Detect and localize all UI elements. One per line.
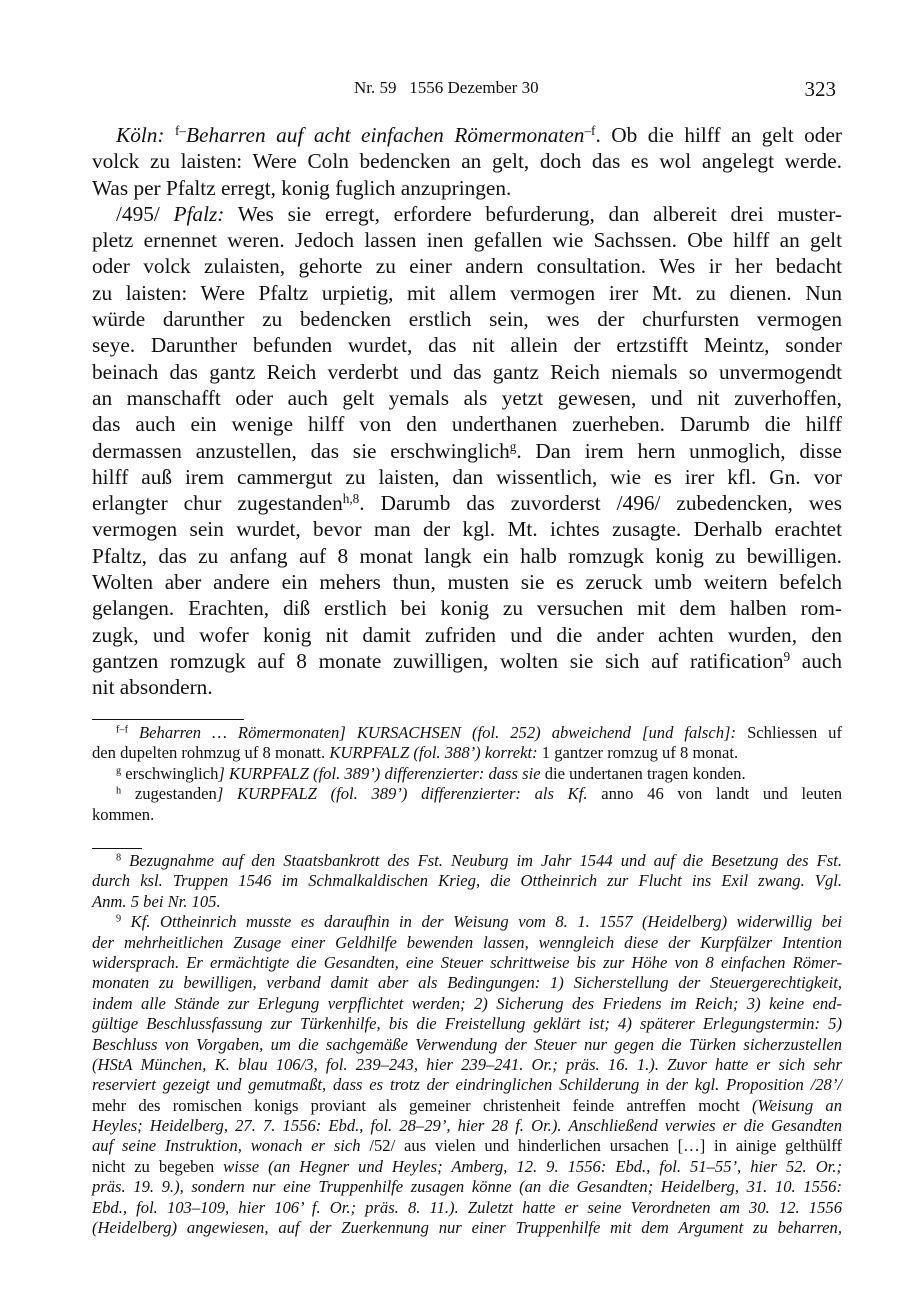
footnote-marker: f–f [116, 724, 128, 736]
text-run: Was per Pfaltz erregt, konig fuglich anzupringen. [92, 175, 512, 200]
footnote-marker: 9 [116, 913, 122, 925]
text-run: Beschluss von Vorgaben, um die sachgemäße Verwendung der Steuer nur gegen die Türken sicherzustellen [92, 1034, 842, 1054]
text-run: Anm. 5 bei Nr. 105. [92, 891, 221, 911]
text-run: Beharren … Römermonaten] KURSACHSEN (fol. 252) abweichend [und falsch]: [128, 723, 737, 742]
footnote-marker: h,8 [342, 490, 360, 506]
text-run: zu laisten: Were Pfaltz urpietig, mit allem vermogen irer Mt. zu dienen. Nun [92, 280, 842, 305]
footnote-line [92, 1198, 842, 1218]
text-line [92, 464, 842, 490]
text-line [92, 201, 842, 227]
text-run: . Dan irem hern unmoglich, disse [516, 438, 842, 463]
apparatus-line [92, 784, 842, 804]
text-run: erschwinglich [121, 763, 219, 783]
text-run: Pfalz: [173, 201, 225, 226]
apparatus-line [92, 805, 842, 825]
text-run: Ebd., fol. 103–109, hier 106’ f. Or.; präs. 8. 11.). Zuletzt hatte er seine Verordneten am 30. 12. 1556 [92, 1197, 842, 1217]
footnote-line [92, 994, 842, 1014]
footnote-line [92, 1136, 842, 1156]
text-run: Schliessen uf [736, 723, 842, 742]
commentary-notes-divider [92, 848, 142, 849]
text-run: an manschafft oder auch gelt yemals als yetzt gewesen, und nit zuverhoffen, [92, 385, 842, 410]
footnote-line [92, 851, 842, 871]
text-run: mehr des romischen konigs proviant als gemeiner christenheit feinde antreffen mocht [92, 1095, 752, 1115]
text-run: (Heidelberg) angewiesen, auf der Zuerkennung nur einer Truppenhilfe mit dem Argument zu beharren, [92, 1218, 842, 1238]
text-run: 1 gantzer romzug uf 8 monat. [537, 743, 739, 763]
footnote-line [92, 1055, 842, 1075]
footnote-marker: g [116, 765, 122, 777]
text-run: oder volck zulaisten, gehorte zu einer andern consultation. Wes ir her bedacht [92, 254, 842, 279]
apparatus-line [92, 743, 842, 763]
text-run: Kf. Ottheinrich musste es daraufhin in der Weisung vom 8. 1. 1557 (Heidelberg) widerwillig bei [121, 912, 842, 932]
text-run: das auch ein wenige hilff von den underthanen zuerheben. Darumb die hilff [92, 412, 842, 437]
text-run: /495/ [116, 201, 174, 226]
text-run: indem alle Stände zur Erlegung verpflichtet werden; 2) Sicherung des Friedens im Reich; 3) keine end- [92, 993, 842, 1013]
footnote-line [92, 912, 842, 932]
footnote-marker: h [116, 785, 122, 797]
footnote-line [92, 1157, 842, 1177]
text-run: beinach das gantz Reich verderbt und das gantz Reich niemals so unvermogendt [92, 359, 842, 384]
text-run: . Ob die hilff an gelt oder [595, 123, 842, 147]
footnote-line [92, 1075, 842, 1095]
text-run: /52/ aus vielen und hinderlichen ursachen […] in ainige gelthülff [360, 1136, 842, 1156]
text-run: dermassen anzustellen, das sie erschwinglich [92, 438, 510, 463]
running-header [92, 78, 842, 108]
text-run: KURPFALZ (fol. 388’) korrekt: [329, 743, 538, 763]
text-run: Heyles; Heidelberg, 27. 7. 1556: Ebd., fol. 28–29’, hier 28 f. Or.). Anschließend verwies er die Gesandten [92, 1116, 842, 1136]
apparatus-line [92, 764, 842, 784]
text-line [92, 490, 842, 516]
text-run: zugk, und wofer konig nit damit zufriden und die ander achten wurden, den [92, 622, 842, 647]
text-line [92, 175, 842, 201]
text-line [92, 569, 842, 595]
text-run: (Weisung an [751, 1095, 842, 1115]
text-run: den dupelten rohmzug uf 8 monatt. [92, 743, 330, 763]
footnote-marker: f– [175, 122, 187, 138]
text-run: reserviert gezeigt und gemutmaßt, dass es trotz der eindringlichen Schilderung in der kgl. Proposition /28’/ [92, 1075, 842, 1095]
text-line [92, 411, 842, 437]
text-run: Wes sie erregt, erfordere befurderung, dan albereit drei muster- [224, 201, 842, 226]
text-line [92, 385, 842, 411]
text-line [92, 648, 842, 674]
text-line [92, 359, 842, 385]
footnote-marker: 9 [783, 648, 791, 664]
running-title: Nr. 59 1556 Dezember 30 [354, 78, 539, 97]
text-run: (HStA München, K. blau 106/3, fol. 239–243, hier 239–241. Or.; präs. 16. 1.). Zuvor hatte er sich sehr [92, 1054, 842, 1074]
text-line [92, 227, 842, 253]
text-run: wisse (an Hegner und Heyles; Amberg, 12. 9. 1556: Ebd., fol. 51–55’, hier 52. Or.; [223, 1156, 842, 1176]
text-line [92, 122, 842, 148]
text-run: Pfaltz, das zu anfang auf 8 monat langk ein halb romzugk konig zu bewilligen. [92, 543, 842, 568]
text-run: kommen. [92, 804, 155, 824]
footnote-line [92, 1177, 842, 1197]
text-run: ] KURPFALZ (fol. 389’) differenzierter: dass sie [218, 763, 541, 783]
apparatus-line [92, 723, 842, 743]
text-line [92, 280, 842, 306]
text-run: widersprach. Er ermächtigte die Gesandten, eine Steuer schrittweise bis zur Höhe von 8 einfachen Römer- [92, 952, 842, 972]
text-run: Bezugnahme auf den Staatsbankrott des Fst. Neuburg im Jahr 1544 und auf die Besetzung des Fst. [121, 851, 842, 870]
footnote-marker: g [509, 438, 517, 454]
text-run: auch [790, 648, 842, 673]
text-line [92, 516, 842, 542]
text-run: nit absondern. [92, 675, 213, 700]
footnote-line [92, 1116, 842, 1136]
footnote-marker: 8 [116, 852, 122, 864]
text-run: Köln: [116, 123, 176, 147]
page-number: 323 [804, 77, 836, 101]
text-run: präs. 19. 9.), sondern nur eine Truppenhilfe zusagen könne (an die Gesandten; Heidelberg, 31. 10. 1556: [92, 1177, 842, 1197]
textual-apparatus [92, 723, 842, 825]
text-run: die undertanen tragen konden. [540, 763, 746, 783]
text-run: seye. Darunther befunden wurdet, das nit allein der ertzstifft Meintz, sonder [92, 333, 842, 358]
text-run: gantzen romzugk auf 8 monate zuwilligen, wolten sie sich auf ratification [92, 648, 784, 673]
text-line [92, 148, 842, 174]
text-line [92, 543, 842, 569]
text-line [92, 595, 842, 621]
text-run: . Darumb das zuvorderst /496/ zubedencken, wes [359, 491, 842, 516]
text-line [92, 306, 842, 332]
footnote-line [92, 892, 842, 912]
text-run: anno 46 von landt und leuten [587, 784, 842, 804]
text-run: der mehrheitlichen Zusage einer Geldhilfe bewenden lassen, wenngleich diese der Kurpfälzer Intention [92, 932, 842, 952]
text-run: gültige Beschlussfassung zur Türkenhilfe, bis die Freistellung geklärt ist; 4) späterer Erlegungstermin: 5) [92, 1014, 842, 1034]
footnote-line [92, 1035, 842, 1055]
text-line [92, 674, 842, 700]
footnote-marker: –f [584, 122, 596, 138]
text-run: monaten zu bewilligen, verband damit aber als Bedingungen: 1) Sicherstellung der Steuergerechtigkeit, [92, 973, 842, 993]
text-run: vermogen sein wurdet, bevor man der kgl. Mt. ichtes zusagte. Derhalb erachtet [92, 517, 842, 542]
text-run: gelangen. Erachten, diß erstlich bei konig zu versuchen mit dem halben rom- [92, 596, 842, 621]
text-run: Beharren auf acht einfachen Römermonaten [186, 123, 585, 147]
text-line [92, 622, 842, 648]
footnote-line [92, 973, 842, 993]
text-line [92, 332, 842, 358]
footnote-line [92, 1218, 842, 1238]
text-run: durch ksl. Truppen 1546 im Schmalkaldischen Krieg, die Ottheinrich zur Flucht ins Exil zwang. Vgl. [92, 871, 842, 891]
text-run: würde darunther zu bedencken erstlich sein, wes der churfursten vermogen [92, 307, 842, 332]
text-run: auf seine Instruktion, wonach er sich [92, 1136, 361, 1156]
main-text [92, 122, 842, 701]
text-run: zugestanden [121, 784, 217, 804]
text-run: Wolten aber andere ein mehers thun, musten sie es zeruck umb weitern befelch [92, 570, 842, 595]
textual-notes-divider [92, 719, 244, 720]
text-run: nicht zu begeben [92, 1156, 224, 1176]
text-line [92, 438, 842, 464]
text-run: volck zu laisten: Were Coln bedencken an gelt, doch das es wol angelegt werde. [92, 149, 842, 174]
footnote-line [92, 933, 842, 953]
text-run: erlangter chur zugestanden [92, 491, 343, 516]
commentary-footnotes [92, 851, 842, 1238]
text-run: hilff auß irem cammergut zu laisten, dan wissentlich, wie es irer kfl. Gn. vor [92, 464, 842, 489]
footnote-line [92, 1096, 842, 1116]
footnote-line [92, 1014, 842, 1034]
footnote-line [92, 871, 842, 891]
text-line [92, 253, 842, 279]
text-run: ] KURPFALZ (fol. 389’) differenzierter: als Kf. [216, 784, 588, 804]
text-run: pletz ernennet weren. Jedoch lassen inen gefallen wie Sachssen. Obe hilff an gelt [92, 228, 842, 253]
footnote-line [92, 953, 842, 973]
